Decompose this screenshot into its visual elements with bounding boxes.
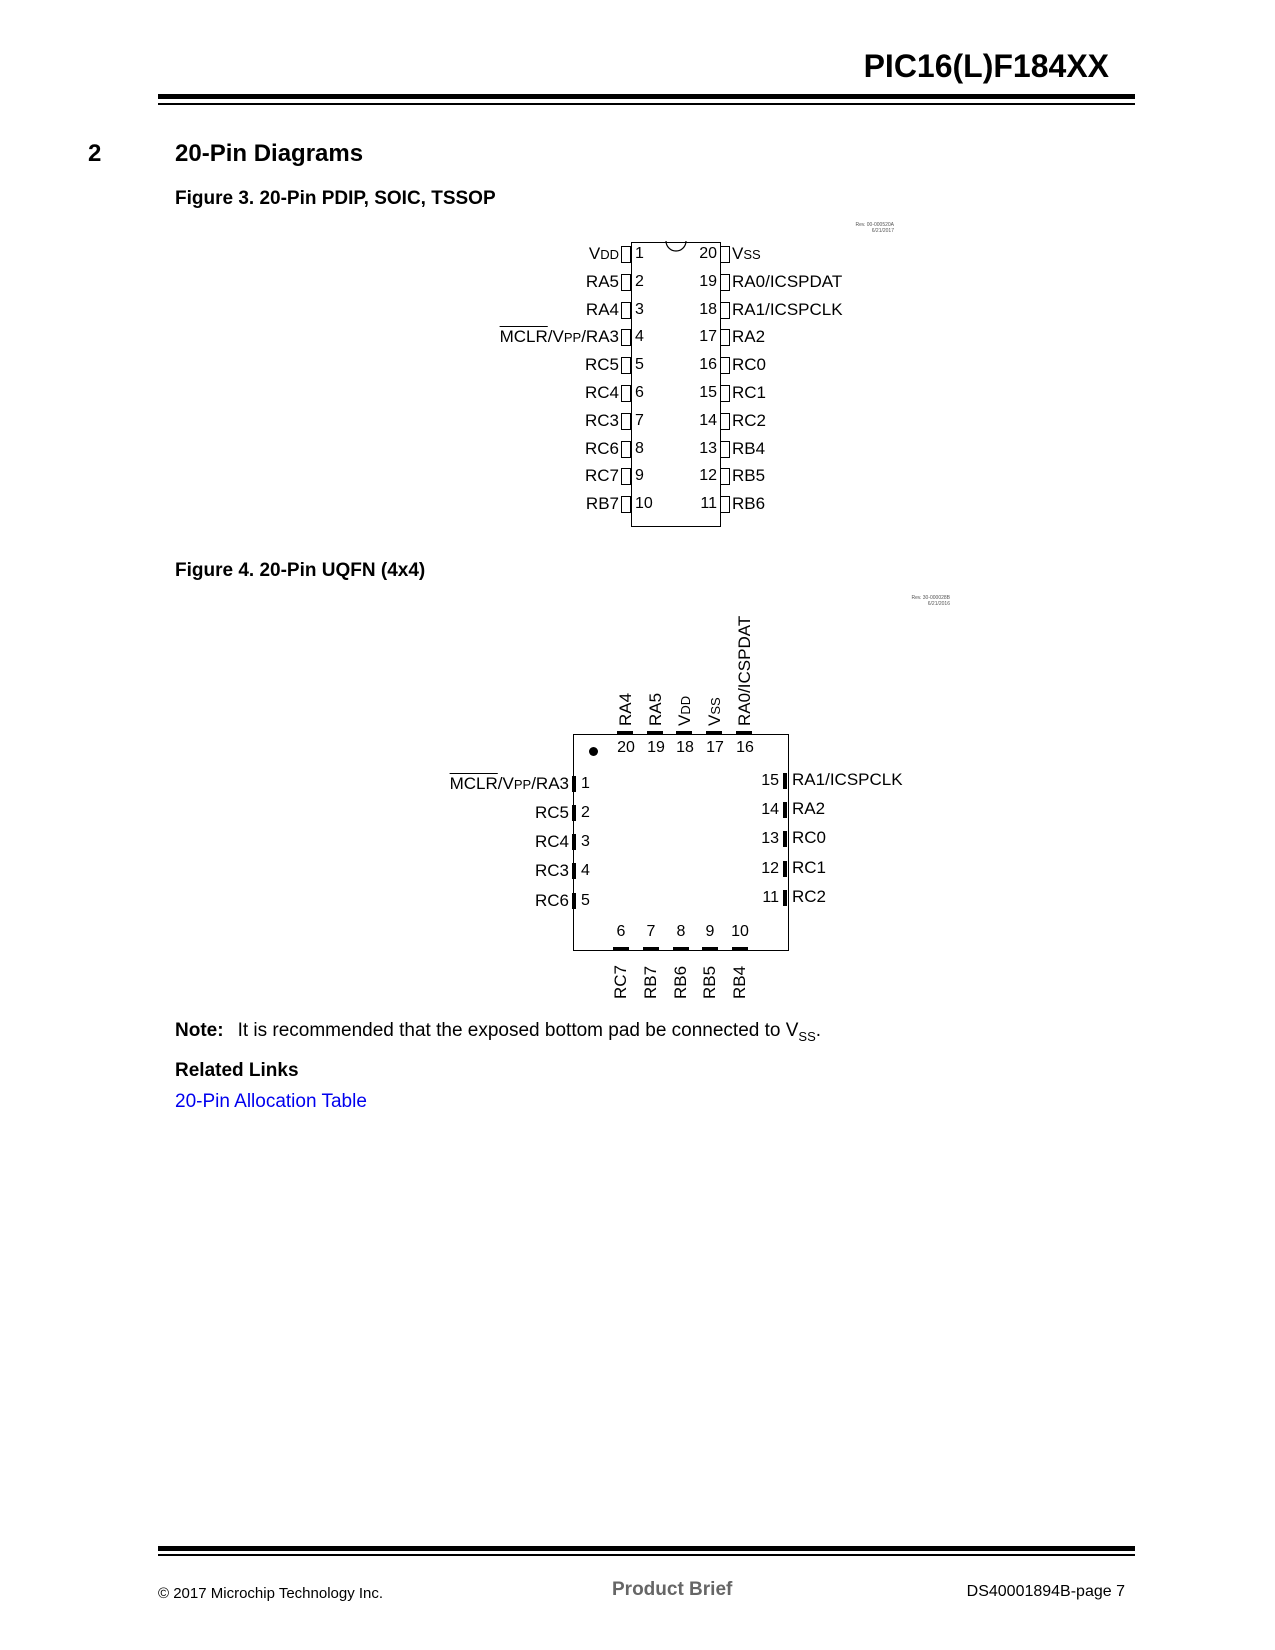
pin-allocation-table-link[interactable]: 20-Pin Allocation Table: [175, 1091, 367, 1112]
dip-pin-number: 8: [635, 439, 644, 457]
dip-pin-pad: [720, 246, 730, 263]
dip-pin-pad: [720, 329, 730, 346]
dip-pin-number: 6: [635, 384, 644, 401]
qfn-pin-number: 5: [581, 892, 590, 909]
product-brief: Product Brief: [612, 1579, 733, 1600]
dip-pin-number: 5: [635, 356, 644, 374]
dip-pin-label: RA4: [585, 299, 619, 319]
qfn-pin-pad: [736, 731, 752, 735]
page-number: DS40001894B-page 7: [966, 1583, 1125, 1600]
qfn-pin-number: 18: [676, 739, 694, 756]
dip-pin-pad: [621, 385, 631, 402]
qfn-pin-pad: [643, 947, 659, 951]
qfn-pin-pad: [783, 773, 787, 789]
dip-pin-label: RC1: [732, 383, 767, 402]
qfn-pin-number: 1: [581, 775, 590, 792]
dip-pin-pad: [720, 385, 730, 402]
qfn-pin-number: 20: [617, 739, 635, 756]
pin1-notch-icon: [664, 241, 688, 257]
qfn-pin-number: 8: [676, 923, 686, 940]
qfn-pin-label: RB5: [700, 965, 719, 999]
dip-pin-number: 14: [699, 411, 717, 429]
dip-pin-label: RB7: [585, 494, 619, 514]
qfn-pin-label: RB6: [671, 965, 690, 999]
dip-pin-number: 15: [699, 384, 717, 401]
qfn-pin-pad: [572, 893, 576, 909]
qfn-pin-number: 10: [731, 923, 749, 940]
dip-pin-number: 13: [699, 439, 717, 457]
qfn-pin-number: 16: [736, 739, 754, 756]
dip-pin-number: 10: [635, 495, 653, 513]
qfn-pin-pad: [572, 863, 576, 879]
dip-pin-label: RA1/ICSPCLK: [732, 299, 843, 319]
qfn-pin-pad: [673, 947, 689, 951]
dip-pin-label: MCLR/VPP/RA3: [499, 327, 619, 347]
qfn-pin-label: RA4: [616, 692, 635, 726]
qfn-pin-number: 11: [762, 889, 779, 906]
dip-pin-pad: [621, 274, 631, 291]
dip-pin-pad: [720, 302, 730, 319]
qfn-pin-label: RC5: [534, 803, 569, 822]
footer-rule-thin: [158, 1554, 1135, 1556]
dip-pin-label: RB5: [732, 466, 766, 486]
dip-pin-pad: [720, 357, 730, 374]
dip-pin-number: 9: [635, 467, 644, 485]
qfn-pin-number: 19: [647, 739, 665, 756]
dip-pin-number: 12: [699, 467, 717, 485]
dip-pin-number: 16: [699, 356, 717, 374]
document-title: PIC16(L)F184XX: [863, 48, 1109, 84]
footer-rule-thick: [158, 1546, 1135, 1551]
dip-pin-number: 1: [635, 245, 644, 262]
qfn-pin-number: 13: [761, 830, 779, 847]
dip-pin-pad: [720, 496, 730, 513]
qfn-pin-label: RA0/ICSPDAT: [735, 615, 754, 726]
dip-pin-pad: [621, 357, 631, 374]
qfn-pin-pad: [706, 731, 722, 735]
qfn-pin-number: 6: [616, 923, 626, 940]
note-text: It is recommended that the exposed bottom pad be connected to V: [237, 1020, 799, 1041]
qfn-pin-label: RC0: [792, 828, 827, 847]
dip-pin-number: 18: [699, 300, 717, 318]
qfn-pin-pad: [572, 834, 576, 850]
qfn-pin-number: 17: [706, 739, 724, 756]
section-number: 2: [88, 140, 102, 167]
dip-pin-number: 4: [635, 328, 644, 346]
note-label: Note:: [175, 1020, 224, 1041]
qfn-pin-label: RB7: [641, 965, 660, 999]
dip-pin-label: RC5: [584, 355, 619, 375]
dip-pin-number: 17: [699, 328, 717, 346]
qfn-pin-pad: [783, 890, 787, 906]
dip-pin-label: RC3: [584, 410, 619, 430]
figure4-revision: Rev. 30-000028B 6/21/2016: [911, 595, 950, 607]
qfn-pin-label: MCLR/VPP/RA3: [449, 774, 569, 793]
qfn-pin-label: VDD: [675, 695, 694, 726]
header-rule-thick: [158, 94, 1135, 99]
related-links-heading: Related Links: [175, 1060, 299, 1081]
qfn-pin-label: RA2: [792, 799, 826, 818]
note-sub: SS: [798, 1028, 816, 1044]
dip-pin-pad: [621, 496, 631, 513]
dip-pin-pad: [621, 246, 631, 263]
qfn-pin-pad: [676, 731, 692, 735]
qfn-pin-number: 14: [761, 801, 779, 818]
qfn-pin-label: RC4: [534, 832, 569, 851]
dip-pin-label: RA5: [585, 271, 619, 291]
dip-pin-number: 20: [699, 245, 717, 262]
dip-pin-pad: [621, 302, 631, 319]
qfn-pin-label: RA5: [646, 692, 665, 726]
section-title: 20-Pin Diagrams: [175, 140, 364, 167]
dip-pin-pad: [621, 413, 631, 430]
qfn-pin-pad: [702, 947, 718, 951]
dip-pin-number: 3: [635, 300, 644, 318]
dip-pin-number: 19: [699, 272, 717, 290]
qfn-pin-pad: [572, 776, 576, 792]
dip-pin-label: RA0/ICSPDAT: [732, 271, 843, 291]
dip-pin-label: RC2: [732, 410, 767, 430]
dip-pin-label: RC7: [584, 466, 619, 486]
dip-pin-pad: [621, 329, 631, 346]
qfn-pin-number: 2: [581, 804, 590, 821]
note: [175, 1020, 821, 1044]
dip-pin-pad: [621, 441, 631, 458]
dip-pin-number: 11: [700, 495, 717, 513]
header-rule-thin: [158, 103, 1135, 105]
qfn-pin-pad: [613, 947, 629, 951]
qfn-pin-label: RC2: [792, 887, 827, 906]
dip-pin-label: RA2: [732, 327, 766, 347]
dip-pin-pad: [720, 441, 730, 458]
qfn-pin-label: VSS: [705, 697, 724, 726]
qfn-pin-number: 15: [761, 772, 779, 789]
dip-pin-label: VDD: [588, 244, 619, 263]
qfn-pin-label: RA1/ICSPCLK: [792, 770, 903, 789]
qfn-pin-number: 9: [705, 923, 715, 940]
qfn-pin-label: RC7: [611, 964, 630, 999]
qfn-package-outline: [573, 734, 789, 951]
dip-pin-pad: [720, 274, 730, 291]
figure4-title: Figure 4. 20-Pin UQFN (4x4): [175, 560, 426, 581]
dip-pin-label: RB4: [732, 438, 766, 458]
figure3-revision: Rev. 00-000520A 6/21/2017: [855, 222, 894, 234]
dip-pin-label: VSS: [732, 244, 761, 263]
dip-pin-number: 2: [635, 272, 644, 290]
dip-pin-label: RB6: [732, 494, 766, 514]
qfn-pin-number: 3: [581, 833, 590, 850]
qfn-pin-pad: [647, 731, 663, 735]
copyright: © 2017 Microchip Technology Inc.: [158, 1585, 384, 1602]
qfn-pin-pad: [617, 731, 633, 735]
qfn-pin-label: RB4: [730, 965, 749, 999]
dip-pin-pad: [720, 468, 730, 485]
qfn-pin-pad: [732, 947, 748, 951]
dip-pin-number: 7: [635, 411, 644, 429]
qfn-pin-number: 12: [761, 860, 779, 877]
pin1-dot-icon: [589, 747, 598, 756]
qfn-pin-number: 4: [581, 862, 590, 879]
note-end: .: [815, 1020, 822, 1041]
qfn-pin-label: RC6: [534, 891, 569, 910]
dip-pin-label: RC0: [732, 355, 767, 375]
figure3-title: Figure 3. 20-Pin PDIP, SOIC, TSSOP: [175, 188, 496, 209]
dip-pin-label: RC6: [584, 438, 619, 458]
dip-pin-pad: [621, 468, 631, 485]
qfn-pin-pad: [783, 861, 787, 877]
dip-pin-label: RC4: [584, 383, 619, 402]
qfn-pin-number: 7: [646, 923, 656, 940]
qfn-pin-pad: [783, 831, 787, 847]
qfn-pin-pad: [572, 805, 576, 821]
qfn-pin-label: RC3: [534, 861, 569, 880]
qfn-pin-pad: [783, 802, 787, 818]
qfn-pin-label: RC1: [792, 858, 827, 877]
dip-pin-pad: [720, 413, 730, 430]
